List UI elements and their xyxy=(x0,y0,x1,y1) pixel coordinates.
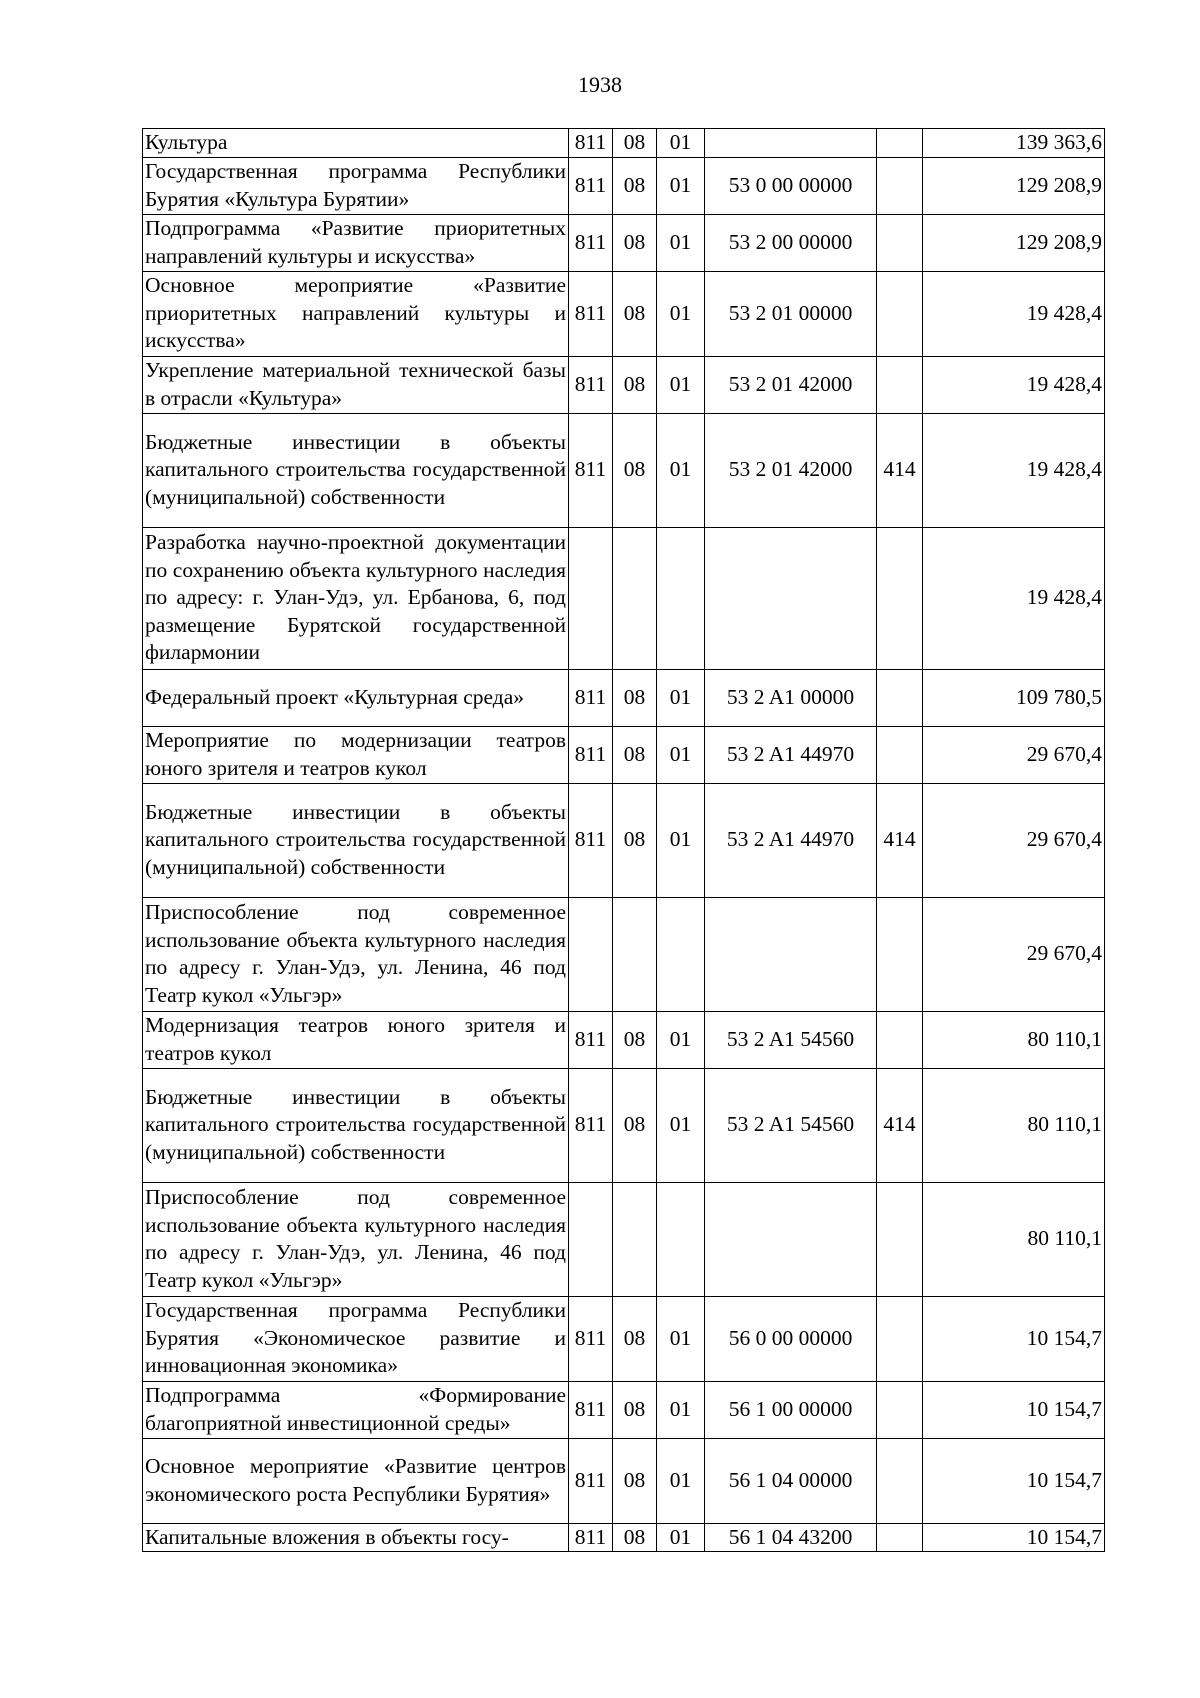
table-row xyxy=(143,669,1105,726)
subsection-code xyxy=(657,1182,705,1296)
target-article-code: 53 2 A1 54560 xyxy=(705,1011,877,1068)
section-code: 08 xyxy=(613,1068,657,1182)
target-article-code: 53 2 A1 44970 xyxy=(705,783,877,897)
table-row xyxy=(143,413,1105,527)
admin-code: 811 xyxy=(569,1381,613,1438)
table-row xyxy=(143,271,1105,356)
table-row xyxy=(143,129,1105,158)
admin-code: 811 xyxy=(569,783,613,897)
amount: 10 154,7 xyxy=(923,1296,1105,1381)
target-article-code: 56 1 00 00000 xyxy=(705,1381,877,1438)
section-code: 08 xyxy=(613,129,657,158)
expense-type-code xyxy=(877,897,923,1011)
expense-type-code xyxy=(877,356,923,413)
row-name: Культура xyxy=(143,129,569,158)
section-code: 08 xyxy=(613,726,657,783)
expense-type-code xyxy=(877,271,923,356)
admin-code: 811 xyxy=(569,1296,613,1381)
target-article-code xyxy=(705,129,877,158)
row-name: Основное мероприятие «Развитие центров экономического роста Республики Бурятия» xyxy=(143,1438,569,1523)
subsection-code: 01 xyxy=(657,214,705,271)
table-row xyxy=(143,726,1105,783)
row-name: Укрепление материальной технической базы в отрасли «Культура» xyxy=(143,356,569,413)
table-row xyxy=(143,897,1105,1011)
expense-type-code: 414 xyxy=(877,413,923,527)
target-article-code xyxy=(705,527,877,669)
admin-code: 811 xyxy=(569,1068,613,1182)
target-article-code: 53 0 00 00000 xyxy=(705,157,877,214)
expense-type-code xyxy=(877,1523,923,1552)
table-row xyxy=(143,157,1105,214)
admin-code xyxy=(569,527,613,669)
subsection-code: 01 xyxy=(657,1438,705,1523)
subsection-code: 01 xyxy=(657,1381,705,1438)
table-row xyxy=(143,1011,1105,1068)
section-code: 08 xyxy=(613,356,657,413)
target-article-code: 56 1 04 00000 xyxy=(705,1438,877,1523)
subsection-code: 01 xyxy=(657,726,705,783)
subsection-code: 01 xyxy=(657,1068,705,1182)
subsection-code: 01 xyxy=(657,271,705,356)
row-name: Мероприятие по модернизации театров юного зрителя и театров кукол xyxy=(143,726,569,783)
subsection-code: 01 xyxy=(657,783,705,897)
section-code: 08 xyxy=(613,783,657,897)
admin-code: 811 xyxy=(569,271,613,356)
amount: 19 428,4 xyxy=(923,413,1105,527)
row-name: Модернизация театров юного зрителя и театров кукол xyxy=(143,1011,569,1068)
admin-code: 811 xyxy=(569,157,613,214)
expense-type-code xyxy=(877,1182,923,1296)
subsection-code: 01 xyxy=(657,1296,705,1381)
expense-type-code: 414 xyxy=(877,783,923,897)
expense-type-code xyxy=(877,1381,923,1438)
target-article-code xyxy=(705,1182,877,1296)
admin-code: 811 xyxy=(569,669,613,726)
section-code: 08 xyxy=(613,1381,657,1438)
row-name: Основное мероприятие «Развитие приоритетных направлений культуры и искусства» xyxy=(143,271,569,356)
section-code: 08 xyxy=(613,413,657,527)
admin-code xyxy=(569,1182,613,1296)
expense-type-code xyxy=(877,669,923,726)
section-code: 08 xyxy=(613,1011,657,1068)
row-name: Подпрограмма «Развитие приоритетных направлений культуры и искусства» xyxy=(143,214,569,271)
admin-code: 811 xyxy=(569,1011,613,1068)
amount: 10 154,7 xyxy=(923,1438,1105,1523)
subsection-code: 01 xyxy=(657,669,705,726)
amount: 19 428,4 xyxy=(923,356,1105,413)
expense-type-code xyxy=(877,214,923,271)
amount: 29 670,4 xyxy=(923,897,1105,1011)
expense-type-code xyxy=(877,1438,923,1523)
amount: 10 154,7 xyxy=(923,1381,1105,1438)
table-row xyxy=(143,1381,1105,1438)
section-code: 08 xyxy=(613,1296,657,1381)
amount: 129 208,9 xyxy=(923,157,1105,214)
row-name: Разработка научно-проектной документации по сохранению объекта культурного наследия по адресу: г. Улан-Удэ, ул. Ербанова, 6, под размещение Бурятской государственной филармонии xyxy=(143,527,569,669)
row-name: Бюджетные инвестиции в объекты капитального строительства государственной (муниципальной) собственности xyxy=(143,413,569,527)
subsection-code: 01 xyxy=(657,1011,705,1068)
amount: 80 110,1 xyxy=(923,1182,1105,1296)
expense-type-code xyxy=(877,1296,923,1381)
target-article-code: 53 2 00 00000 xyxy=(705,214,877,271)
subsection-code: 01 xyxy=(657,1523,705,1552)
admin-code: 811 xyxy=(569,413,613,527)
row-name: Приспособление под современное использование объекта культурного наследия по адресу г. Улан-Удэ, ул. Ленина, 46 под Театр кукол «Ульгэр» xyxy=(143,1182,569,1296)
table-row xyxy=(143,1438,1105,1523)
row-name: Капитальные вложения в объекты госу- xyxy=(143,1523,569,1552)
expense-type-code xyxy=(877,527,923,669)
row-name: Подпрограмма «Формирование благоприятной инвестиционной среды» xyxy=(143,1381,569,1438)
table-body xyxy=(143,129,1105,1552)
amount: 19 428,4 xyxy=(923,527,1105,669)
expense-type-code xyxy=(877,129,923,158)
amount: 80 110,1 xyxy=(923,1011,1105,1068)
expense-type-code xyxy=(877,1011,923,1068)
row-name: Федеральный проект «Культурная среда» xyxy=(143,669,569,726)
section-code xyxy=(613,1182,657,1296)
table-row xyxy=(143,1523,1105,1552)
admin-code: 811 xyxy=(569,1523,613,1552)
amount: 109 780,5 xyxy=(923,669,1105,726)
row-name: Государственная программа Республики Бурятия «Экономическое развитие и инновационная экономика» xyxy=(143,1296,569,1381)
budget-table xyxy=(142,128,1105,1552)
target-article-code xyxy=(705,897,877,1011)
section-code: 08 xyxy=(613,669,657,726)
section-code: 08 xyxy=(613,214,657,271)
row-name: Государственная программа Республики Бурятия «Культура Бурятии» xyxy=(143,157,569,214)
admin-code: 811 xyxy=(569,356,613,413)
table-row xyxy=(143,1068,1105,1182)
target-article-code: 53 2 A1 54560 xyxy=(705,1068,877,1182)
amount: 80 110,1 xyxy=(923,1068,1105,1182)
target-article-code: 53 2 01 42000 xyxy=(705,356,877,413)
section-code: 08 xyxy=(613,157,657,214)
admin-code: 811 xyxy=(569,726,613,783)
section-code: 08 xyxy=(613,1438,657,1523)
amount: 10 154,7 xyxy=(923,1523,1105,1552)
amount: 139 363,6 xyxy=(923,129,1105,158)
table-row xyxy=(143,527,1105,669)
amount: 29 670,4 xyxy=(923,783,1105,897)
row-name: Бюджетные инвестиции в объекты капитального строительства государственной (муниципальной) собственности xyxy=(143,1068,569,1182)
target-article-code: 53 2 01 00000 xyxy=(705,271,877,356)
table-row xyxy=(143,1296,1105,1381)
target-article-code: 53 2 A1 44970 xyxy=(705,726,877,783)
table-row xyxy=(143,214,1105,271)
expense-type-code xyxy=(877,157,923,214)
expense-type-code xyxy=(877,726,923,783)
target-article-code: 56 1 04 43200 xyxy=(705,1523,877,1552)
subsection-code: 01 xyxy=(657,129,705,158)
admin-code: 811 xyxy=(569,129,613,158)
subsection-code xyxy=(657,527,705,669)
admin-code: 811 xyxy=(569,214,613,271)
target-article-code: 53 2 A1 00000 xyxy=(705,669,877,726)
section-code: 08 xyxy=(613,1523,657,1552)
admin-code: 811 xyxy=(569,1438,613,1523)
section-code xyxy=(613,897,657,1011)
amount: 129 208,9 xyxy=(923,214,1105,271)
subsection-code: 01 xyxy=(657,413,705,527)
row-name: Бюджетные инвестиции в объекты капитального строительства государственной (муниципальной) собственности xyxy=(143,783,569,897)
expense-type-code: 414 xyxy=(877,1068,923,1182)
section-code: 08 xyxy=(613,271,657,356)
table-row xyxy=(143,1182,1105,1296)
amount: 19 428,4 xyxy=(923,271,1105,356)
amount: 29 670,4 xyxy=(923,726,1105,783)
admin-code xyxy=(569,897,613,1011)
subsection-code: 01 xyxy=(657,356,705,413)
section-code xyxy=(613,527,657,669)
subsection-code: 01 xyxy=(657,157,705,214)
table-row xyxy=(143,356,1105,413)
target-article-code: 53 2 01 42000 xyxy=(705,413,877,527)
page-number: 1938 xyxy=(578,72,622,97)
row-name: Приспособление под современное использование объекта культурного наследия по адресу г. Улан-Удэ, ул. Ленина, 46 под Театр кукол «Ульгэр» xyxy=(143,897,569,1011)
subsection-code xyxy=(657,897,705,1011)
table-row xyxy=(143,783,1105,897)
target-article-code: 56 0 00 00000 xyxy=(705,1296,877,1381)
